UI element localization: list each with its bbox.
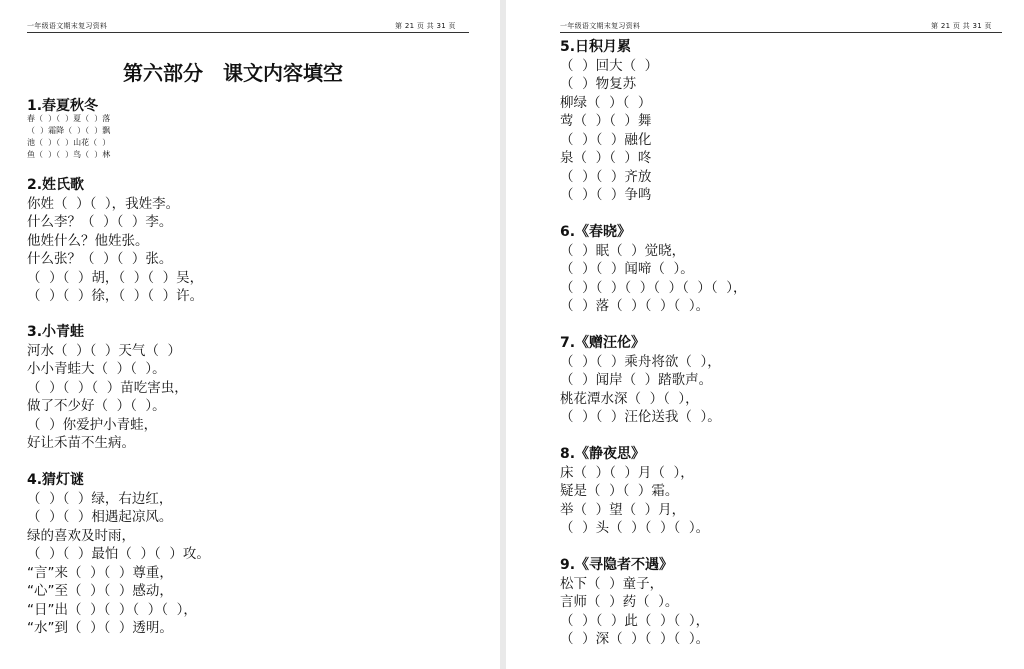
section-heading: 6.《春晓》 xyxy=(560,224,632,240)
section-line: （ ）（ ）此（ ）（ ）， xyxy=(560,613,710,629)
section-heading: 5.日积月累 xyxy=(560,39,632,55)
section-line: “日”出（ ）（ ）（ ）（ ）， xyxy=(27,602,197,618)
section-line: （ ）（ ）相遇起凉风。 xyxy=(27,509,173,525)
section-heading: 4.猜灯谜 xyxy=(27,472,85,488)
section-line: 桃花潭水深（ ）（ ）， xyxy=(560,391,699,407)
header-rule xyxy=(560,32,1002,33)
section-line: （ ）霜降（ ）（ ）飘 xyxy=(27,126,111,135)
section-line: 柳绿（ ）（ ） xyxy=(560,95,652,111)
section-line: “心”至（ ）（ ）感动， xyxy=(27,583,173,599)
section-line: 床（ ）（ ）月（ ）， xyxy=(560,465,694,481)
section-line: “水”到（ ）（ ）透明。 xyxy=(27,620,173,636)
section-line: 春（ ）（ ）夏（ ）落 xyxy=(27,114,111,123)
section-heading: 8.《静夜思》 xyxy=(560,446,646,462)
section-line: 莺（ ）（ ）舞 xyxy=(560,113,652,129)
section-line: （ ）物复苏 xyxy=(560,76,637,92)
section-line: 他姓什么？他姓张。 xyxy=(27,233,149,249)
page-number: 第 21 页 共 31 页 xyxy=(395,22,456,30)
section-line: 疑是（ ）（ ）霜。 xyxy=(560,483,679,499)
section-heading: 7.《赠汪伦》 xyxy=(560,335,646,351)
section-line: 做了不少好（ ）（ ）。 xyxy=(27,398,166,414)
section-line: （ ）（ ）齐放 xyxy=(560,169,652,185)
section-heading: 1.春夏秋冬 xyxy=(27,98,99,114)
section-heading: 2.姓氏歌 xyxy=(27,177,85,193)
section-line: 小小青蛙大（ ）（ ）。 xyxy=(27,361,166,377)
section-line: （ ）你爱护小青蛙， xyxy=(27,417,158,433)
page-number: 第 21 页 共 31 页 xyxy=(931,22,992,30)
page-header-left: 一年级语文期末复习资料 xyxy=(27,22,108,30)
section-line: （ ）深（ ）（ ）（ ）。 xyxy=(560,631,710,647)
section-heading: 3.小青蛙 xyxy=(27,324,85,340)
section-line: 什么李？（ ）（ ）李。 xyxy=(27,214,173,230)
section-line: 河水（ ）（ ）天气（ ） xyxy=(27,343,181,359)
section-line: （ ）（ ）最怕（ ）（ ）攻。 xyxy=(27,546,210,562)
document-page-left xyxy=(0,0,500,669)
header-rule xyxy=(27,32,469,33)
page-header-left: 一年级语文期末复习资料 xyxy=(560,22,641,30)
section-line: 什么张？（ ）（ ）张。 xyxy=(27,251,173,267)
section-line: （ ）回大（ ） xyxy=(560,58,659,74)
section-line: （ ）闻岸（ ）踏歌声。 xyxy=(560,372,713,388)
section-heading: 9.《寻隐者不遇》 xyxy=(560,557,674,573)
section-line: 好让禾苗不生病。 xyxy=(27,435,135,451)
section-line: （ ）（ ）（ ）苗吃害虫， xyxy=(27,380,188,396)
section-line: 鱼（ ）（ ）鸟（ ）林 xyxy=(27,150,111,159)
section-line: （ ）（ ）（ ）（ ）（ ）（ ）， xyxy=(560,280,747,296)
section-line: （ ）眠（ ）觉晓， xyxy=(560,243,686,259)
section-line: （ ）（ ）徐，（ ）（ ）许。 xyxy=(27,288,204,304)
section-line: 泉（ ）（ ）咚 xyxy=(560,150,652,166)
page-title: 第六部分 课文内容填空 xyxy=(123,61,343,85)
section-line: （ ）（ ）融化 xyxy=(560,132,652,148)
section-line: （ ）（ ）乘舟将欲（ ）， xyxy=(560,354,721,370)
section-line: 池（ ）（ ）山花（ ） xyxy=(27,138,111,147)
document-page-right xyxy=(506,0,1024,669)
section-line: （ ）头（ ）（ ）（ ）。 xyxy=(560,520,710,536)
section-line: （ ）（ ）汪伦送我（ ）。 xyxy=(560,409,721,425)
section-line: 举（ ）望（ ）月， xyxy=(560,502,686,518)
section-line: 言师（ ）药（ ）。 xyxy=(560,594,679,610)
section-line: 松下（ ）童子， xyxy=(560,576,664,592)
section-line: 你姓（ ）（ ），我姓李。 xyxy=(27,196,180,212)
section-line: （ ）落（ ）（ ）（ ）。 xyxy=(560,298,710,314)
section-line: （ ）（ ）胡，（ ）（ ）吴， xyxy=(27,270,204,286)
section-line: （ ）（ ）闻啼（ ）。 xyxy=(560,261,694,277)
section-line: （ ）（ ）绿，右边红， xyxy=(27,491,173,507)
section-line: （ ）（ ）争鸣 xyxy=(560,187,652,203)
section-line: “言”来（ ）（ ）尊重， xyxy=(27,565,173,581)
section-line: 绿的喜欢及时雨， xyxy=(27,528,135,544)
